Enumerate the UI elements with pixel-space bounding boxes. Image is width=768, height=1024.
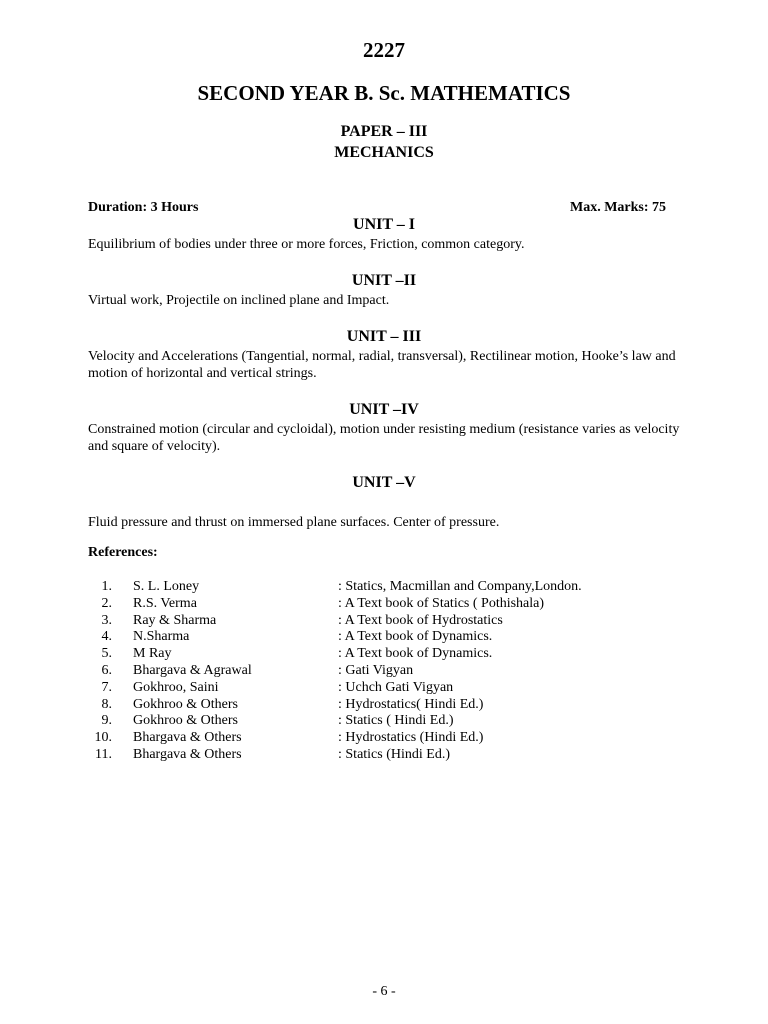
- reference-title: : Statics (Hindi Ed.): [338, 746, 450, 762]
- reference-author: Bhargava & Others: [133, 746, 242, 762]
- reference-title: : Gati Vigyan: [338, 662, 414, 678]
- unit-text-2: Virtual work, Projectile on inclined plane and Impact.: [88, 293, 390, 308]
- max-marks: Max. Marks: 75: [570, 200, 667, 215]
- reference-number: 11.: [95, 746, 112, 762]
- unit-heading-1: UNIT – I: [353, 216, 415, 233]
- exam-duration: Duration: 3 Hours: [88, 200, 199, 215]
- reference-title: : Statics, Macmillan and Company,London.: [338, 579, 582, 594]
- reference-author: Gokhroo & Others: [133, 696, 238, 712]
- unit-heading-3: UNIT – III: [346, 328, 422, 345]
- reference-author: R.S. Verma: [133, 595, 197, 611]
- reference-item: [88, 579, 708, 596]
- reference-number: 3.: [101, 612, 112, 628]
- reference-title: : Statics ( Hindi Ed.): [338, 713, 454, 729]
- reference-title: : Uchch Gati Vigyan: [338, 679, 454, 695]
- reference-item: [88, 629, 708, 646]
- reference-item: [88, 747, 708, 764]
- reference-item: [88, 680, 708, 697]
- reference-number: 10.: [94, 730, 112, 746]
- reference-item: [88, 596, 708, 613]
- reference-title: : Hydrostatics( Hindi Ed.): [338, 696, 484, 712]
- reference-number: 4.: [101, 629, 112, 645]
- reference-number: 8.: [101, 696, 112, 712]
- reference-number: 5.: [101, 646, 112, 662]
- unit-text-1: Equilibrium of bodies under three or more forces, Friction, common category.: [88, 237, 525, 252]
- paper-number: PAPER – III: [340, 123, 428, 140]
- reference-author: N.Sharma: [133, 629, 190, 645]
- reference-title: : Hydrostatics (Hindi Ed.): [338, 730, 484, 746]
- reference-number: 7.: [101, 679, 112, 695]
- reference-author: Ray & Sharma: [133, 612, 217, 628]
- page-title: SECOND YEAR B. Sc. MATHEMATICS: [197, 81, 571, 105]
- reference-item: [88, 613, 708, 630]
- reference-title: : A Text book of Dynamics.: [338, 646, 493, 662]
- reference-number: 9.: [101, 713, 112, 729]
- reference-number: 6.: [101, 662, 112, 678]
- reference-item: [88, 697, 708, 714]
- unit-text-3: Velocity and Accelerations (Tangential, normal, radial, transversal), Rectilinear motion, Hooke’s law and motion of horizontal and vertical strings.: [88, 349, 676, 381]
- unit-text-5: Fluid pressure and thrust on immersed plane surfaces. Center of pressure.: [88, 515, 500, 530]
- unit-heading-2: UNIT –II: [351, 272, 417, 289]
- course-code: 2227: [363, 38, 405, 62]
- reference-item: [88, 663, 708, 680]
- reference-number: 1.: [101, 579, 112, 594]
- reference-author: Gokhroo & Others: [133, 713, 238, 729]
- unit-heading-5: UNIT –V: [352, 474, 416, 491]
- reference-author: S. L. Loney: [133, 579, 200, 594]
- references-list: [88, 579, 708, 764]
- subject-title: MECHANICS: [334, 144, 434, 161]
- reference-item: [88, 646, 708, 663]
- reference-item: [88, 730, 708, 747]
- reference-number: 2.: [101, 595, 112, 611]
- unit-heading-4: UNIT –IV: [349, 401, 419, 418]
- reference-author: Bhargava & Agrawal: [133, 662, 252, 678]
- reference-item: [88, 713, 708, 730]
- reference-title: : A Text book of Statics ( Pothishala): [338, 595, 545, 611]
- reference-author: Bhargava & Others: [133, 730, 242, 746]
- reference-title: : A Text book of Dynamics.: [338, 629, 493, 645]
- reference-title: : A Text book of Hydrostatics: [338, 612, 503, 628]
- reference-author: M Ray: [133, 646, 172, 662]
- page-number: - 6 -: [372, 984, 396, 999]
- unit-text-4: Constrained motion (circular and cycloidal), motion under resisting medium (resistance varies as velocity and square of velocity).: [88, 422, 680, 454]
- references-heading: References:: [88, 545, 158, 560]
- reference-author: Gokhroo, Saini: [133, 679, 219, 695]
